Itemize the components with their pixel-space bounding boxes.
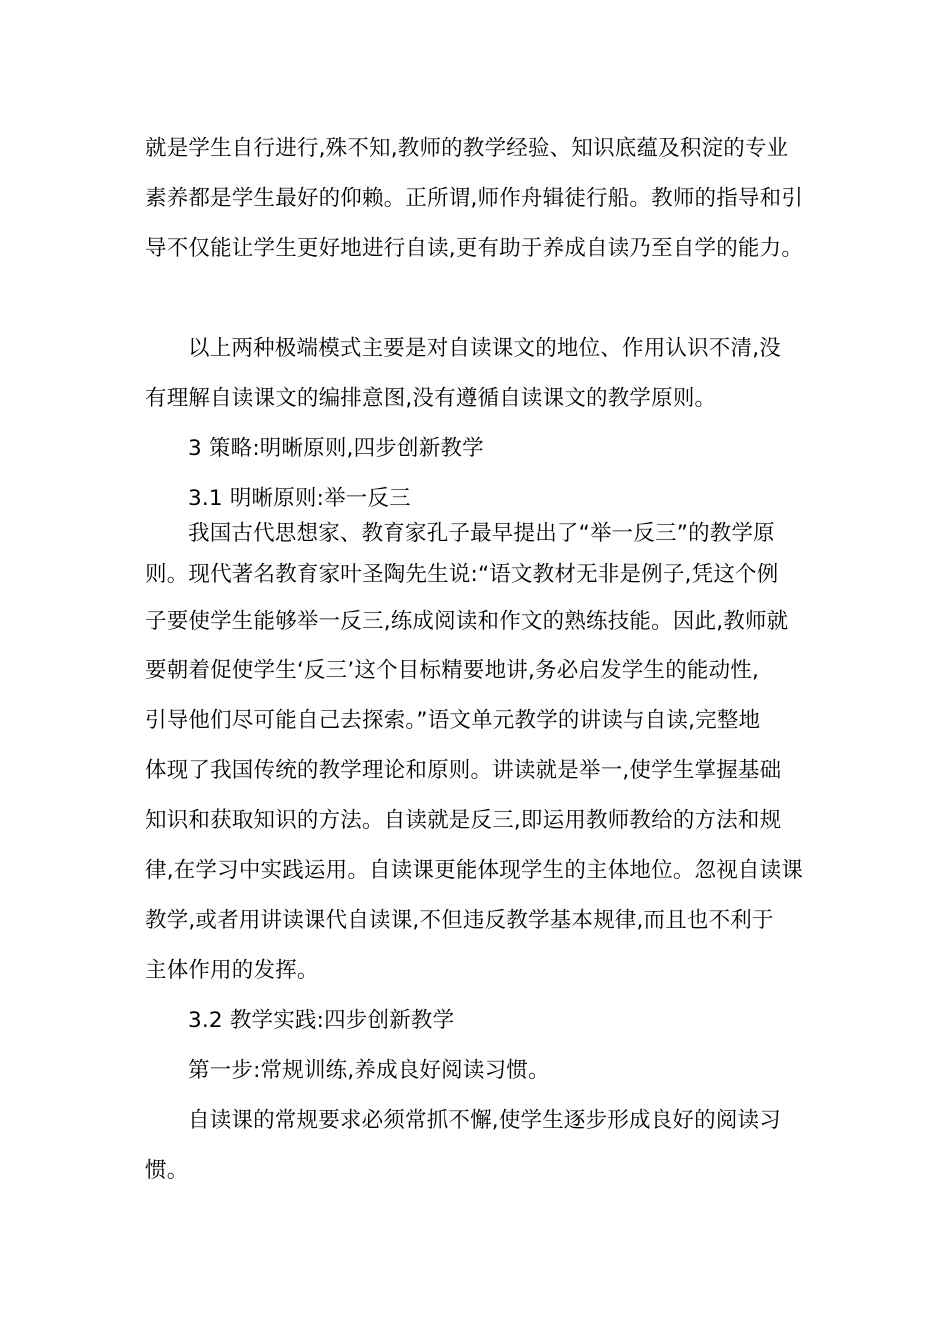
text-line-16: 教学,或者用讲读课代自读课,不但违反教学基本规律,而且也不利于 <box>145 908 774 933</box>
text-line-14: 知识和获取知识的方法。自读就是反三,即运用教师教给的方法和规 <box>145 808 782 833</box>
section-heading-3-2: 3.2 教学实践:四步创新教学 <box>188 1008 455 1033</box>
text-line-5: 有理解自读课文的编排意图,没有遵循自读课文的教学原则。 <box>145 386 717 411</box>
text-line-3: 导不仅能让学生更好地进行自读,更有助于养成自读乃至自学的能力。 <box>145 236 804 261</box>
text-line-2: 素养都是学生最好的仰赖。正所谓,师作舟辑徒行船。教师的指导和引 <box>145 186 804 211</box>
text-line-11: 要朝着促使学生‘反三’这个目标精要地讲,务必启发学生的能动性, <box>145 658 760 683</box>
text-line-8: 我国古代思想家、教育家孔子最早提出了“举一反三”的教学原 <box>188 521 775 546</box>
text-line-20: 自读课的常规要求必须常抓不懈,使学生逐步形成良好的阅读习 <box>188 1108 781 1133</box>
section-heading-3-1: 3.1 明晰原则:举一反三 <box>188 486 411 511</box>
section-heading-3: 3 策略:明晰原则,四步创新教学 <box>188 436 484 461</box>
text-line-10: 子要使学生能够举一反三,练成阅读和作文的熟练技能。因此,教师就 <box>145 609 789 634</box>
step-one-heading: 第一步:常规训练,养成良好阅读习惯。 <box>188 1058 550 1083</box>
text-line-9: 则。现代著名教育家叶圣陶先生说:“语文教材无非是例子,凭这个例 <box>145 562 779 587</box>
text-line-13: 体现了我国传统的教学理论和原则。讲读就是举一,使学生掌握基础 <box>145 758 782 783</box>
text-line-1: 就是学生自行进行,殊不知,教师的教学经验、知识底蕴及积淀的专业 <box>145 136 789 161</box>
text-line-21: 惯。 <box>145 1158 189 1183</box>
text-line-17: 主体作用的发挥。 <box>145 958 319 983</box>
text-line-12: 引导他们尽可能自己去探索。”语文单元教学的讲读与自读,完整地 <box>145 708 761 733</box>
text-line-15: 律,在学习中实践运用。自读课更能体现学生的主体地位。忽视自读课 <box>145 858 804 883</box>
text-line-4: 以上两种极端模式主要是对自读课文的地位、作用认识不清,没 <box>188 336 781 361</box>
